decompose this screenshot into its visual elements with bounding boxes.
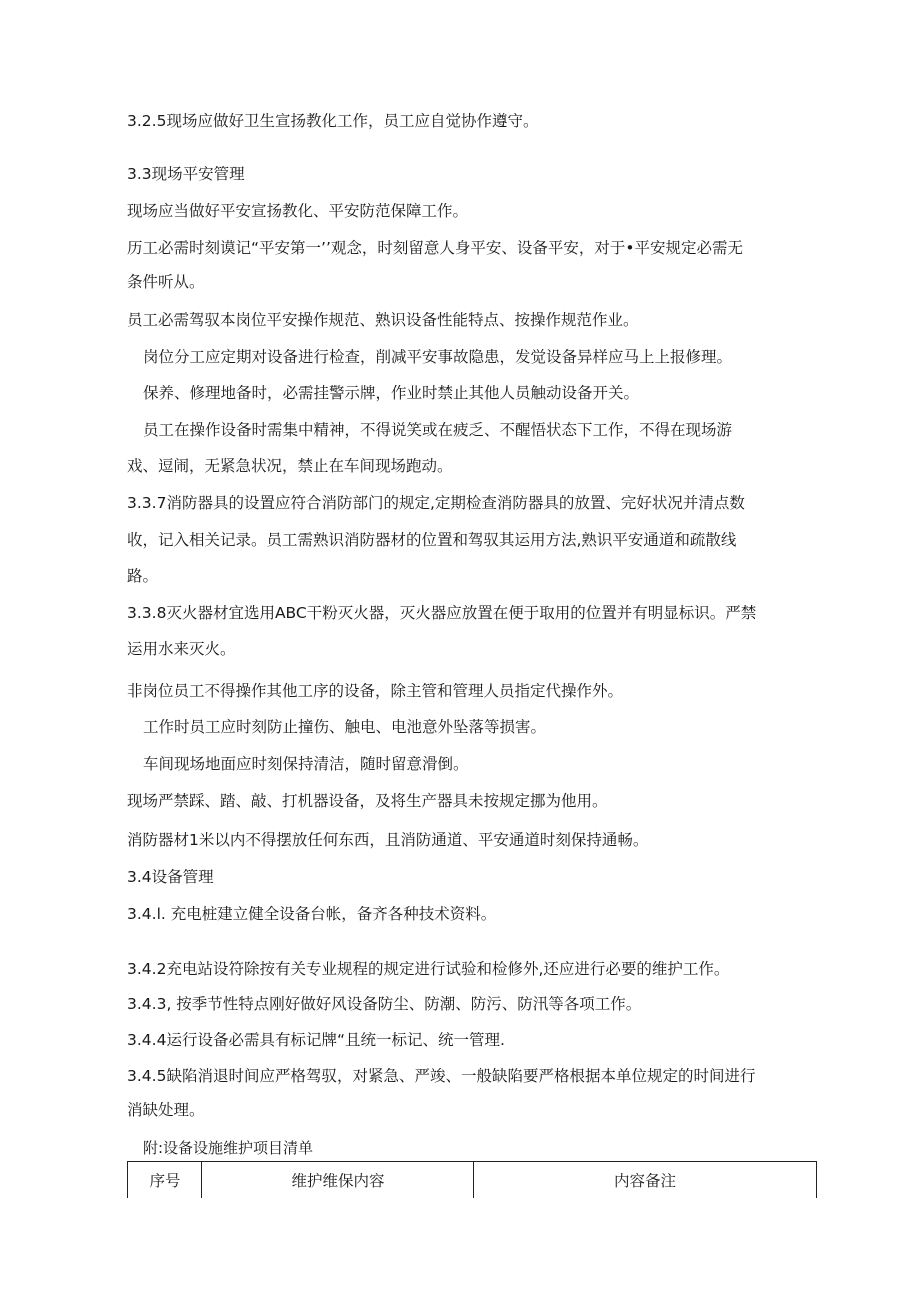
table-header-content: 维护维保内容	[201, 1162, 474, 1198]
section-heading: 3.3现场平安管理	[127, 165, 245, 183]
text-line: 保养、修理地备时，必需挂警示牌，作业时禁止其他人员触动设备开关。	[143, 384, 640, 402]
text-line: 3.4.2充电站设符除按有关专业规程的规定进行试验和检修外,还应进行必要的维护工作。	[127, 960, 730, 978]
text-line: 非岗位员工不得操作其他工序的设备，除主管和管理人员指定代操作外。	[127, 682, 624, 700]
text-line: 3.4.4运行设备必需具有标记牌“且统一标记、统一管理.	[127, 1031, 505, 1049]
text-line: 现场应当做好平安宣扬教化、平安防范保障工作。	[127, 202, 469, 220]
text-line: 路。	[127, 567, 159, 585]
table-header-number: 序号	[127, 1162, 202, 1198]
text-line: 3.4.l. 充电桩建立健全设备台帐，备齐各种技术资料。	[127, 905, 497, 923]
text-line: 3.2.5现场应做好卫生宣扬教化工作，员工应自觉协作遵守。	[127, 112, 539, 130]
text-line: 3.4.5缺陷消退时间应严格驾驭，对紧急、严竣、一般缺陷要严格根据本单位规定的时间进行	[127, 1067, 756, 1085]
text-line: 消缺处理。	[127, 1101, 205, 1119]
text-line: 3.3.7消防器具的设置应符合消防部门的规定,定期检查消防器具的放置、完好状况并清点数	[127, 494, 745, 512]
text-line: 历工必需时刻谟记“平安第一’’观念，时刻留意人身平安、设备平安，对于•平安规定必需无	[127, 239, 744, 257]
maintenance-table	[127, 1161, 817, 1198]
text-line: 运用水来灭火。	[127, 640, 236, 658]
text-line: 3.4.3, 按季节性特点刚好做好风设备防尘、防潮、防污、防汛等各项工作。	[127, 995, 642, 1013]
text-line: 岗位分工应定期对设备进行检查，削减平安事故隐患，发觉设备异样应马上上报修理。	[143, 348, 733, 366]
text-line: 车间现场地面应时刻保持清洁，随时留意滑倒。	[143, 755, 469, 773]
text-line: 条件听从。	[127, 273, 205, 291]
text-line: 工作时员工应时刻防止撞伤、触电、电池意外坠落等损害。	[143, 718, 547, 736]
text-line: 员工在操作设备时需集中精神，不得说笑或在疲乏、不醒悟状态下工作，不得在现场游	[143, 421, 733, 439]
text-line: 员工必需驾驭本岗位平安操作规范、熟识设备性能特点、按操作规范作业。	[127, 311, 639, 329]
text-line: 收，记入相关记录。员工需熟识消防器材的位置和驾驭其运用方法,熟识平安通道和疏散线	[127, 531, 737, 549]
text-line: 3.3.8灭火器材宜选用ABC干粉灭火器，灭火器应放置在便于取用的位置并有明显标识。严禁	[127, 604, 757, 622]
text-line: 现场严禁踩、踏、敲、打机器设备，及将生产器具未按规定挪为他用。	[127, 792, 608, 810]
table-header-remarks: 内容备注	[473, 1162, 817, 1198]
text-line: 消防器材1米以内不得摆放任何东西，且消防通道、平安通道时刻保持通畅。	[127, 831, 649, 849]
section-heading: 3.4设备管理	[127, 868, 214, 886]
table-caption: 附:设备设施维护项目清单	[143, 1139, 314, 1157]
text-line: 戏、逗闹，无紧急状况，禁止在车间现场跑动。	[127, 457, 453, 475]
